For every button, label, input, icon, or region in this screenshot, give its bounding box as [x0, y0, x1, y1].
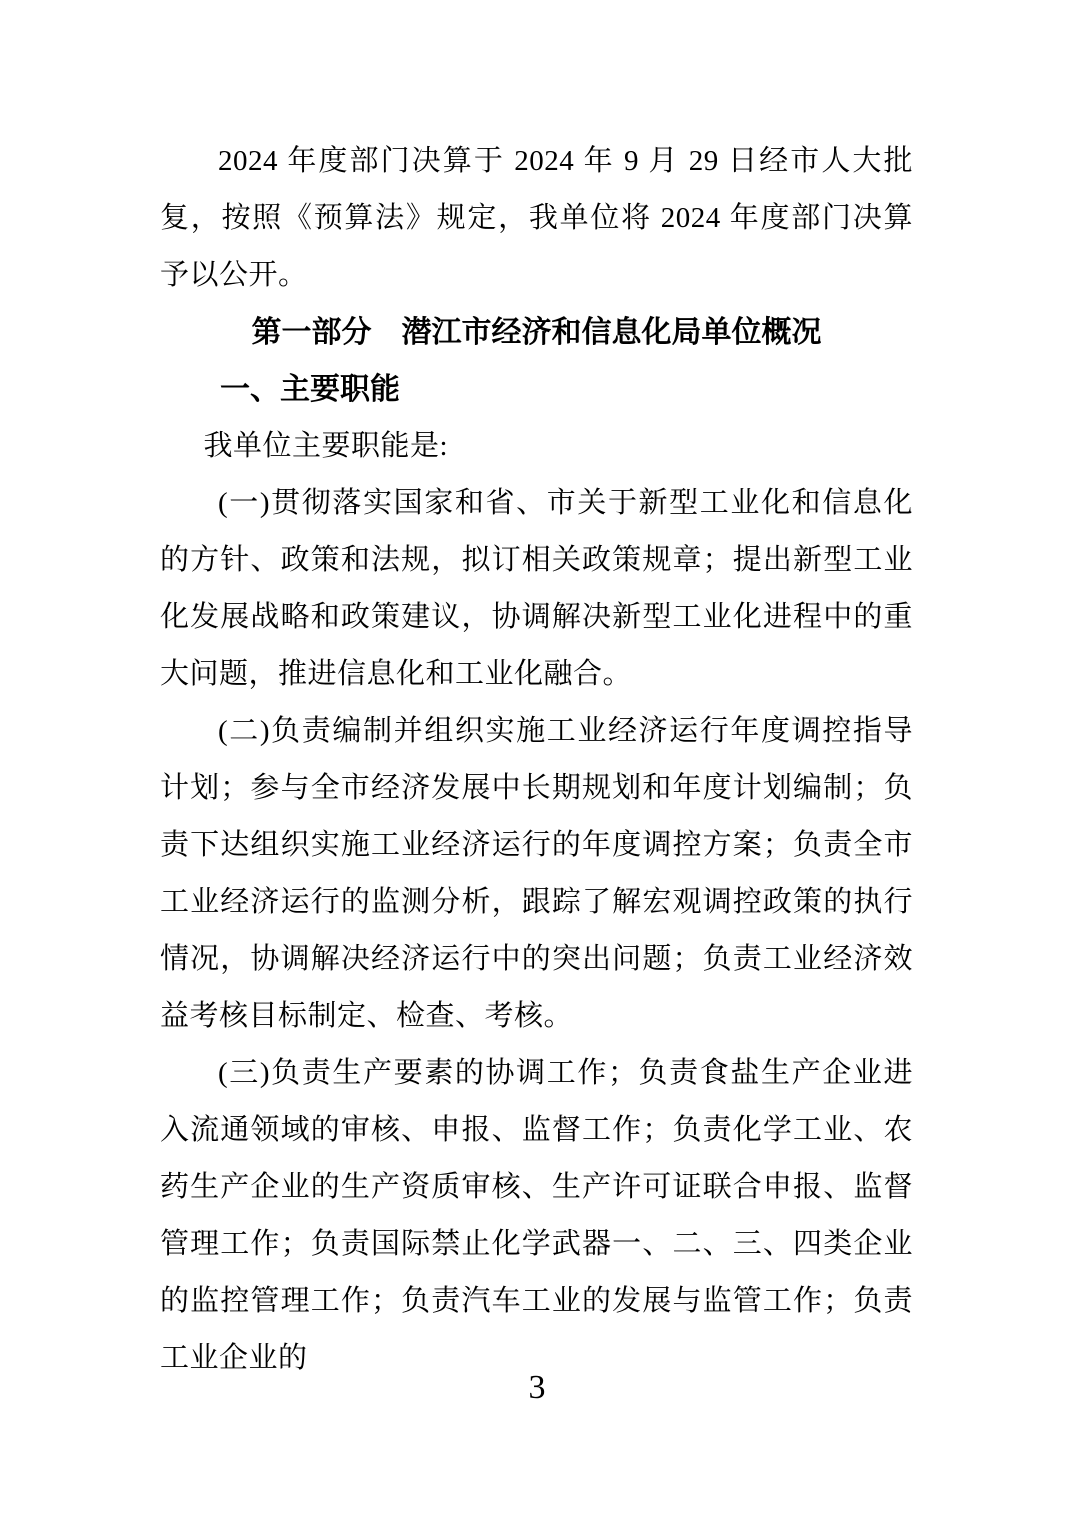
subheading-main-functions: 一、主要职能: [220, 373, 400, 406]
paragraph-function-1: (一)贯彻落实国家和省、市关于新型工业化和信息化的方针、政策和法规，拟订相关政策规章；提出新型工业化发展战略和政策建议，协调解决新型工业化进程中的重大问题，推进信息化和工业化融合。: [160, 487, 913, 690]
section-heading-part-one: 第一部分 潜江市经济和信息化局单位概况: [251, 316, 822, 349]
page-number: 3: [528, 1369, 546, 1406]
paragraph-function-2: (二)负责编制并组织实施工业经济运行年度调控指导计划；参与全市经济发展中长期规划和年度计划编制；负责下达组织实施工业经济运行的年度调控方案；负责全市工业经济运行的监测分析，跟踪了解宏观调控政策的执行情况，协调解决经济运行中的突出问题；负责工业经济效益考核目标制定、检查、考核。: [160, 715, 913, 1032]
document-content: [160, 133, 913, 1387]
paragraph-function-3: (三)负责生产要素的协调工作；负责食盐生产企业进入流通领域的审核、申报、监督工作；负责化学工业、农药生产企业的生产资质审核、生产许可证联合申报、监督管理工作；负责国际禁止化学武器一、二、三、四类企业的监控管理工作；负责汽车工业的发展与监管工作；负责工业企业的: [160, 1057, 913, 1374]
paragraph-budget-approval: 2024 年度部门决算于 2024 年 9 月 29 日经市人大批复，按照《预算法》规定，我单位将 2024 年度部门决算予以公开。: [160, 145, 913, 291]
paragraph-functions-lead: 我单位主要职能是:: [203, 430, 449, 462]
